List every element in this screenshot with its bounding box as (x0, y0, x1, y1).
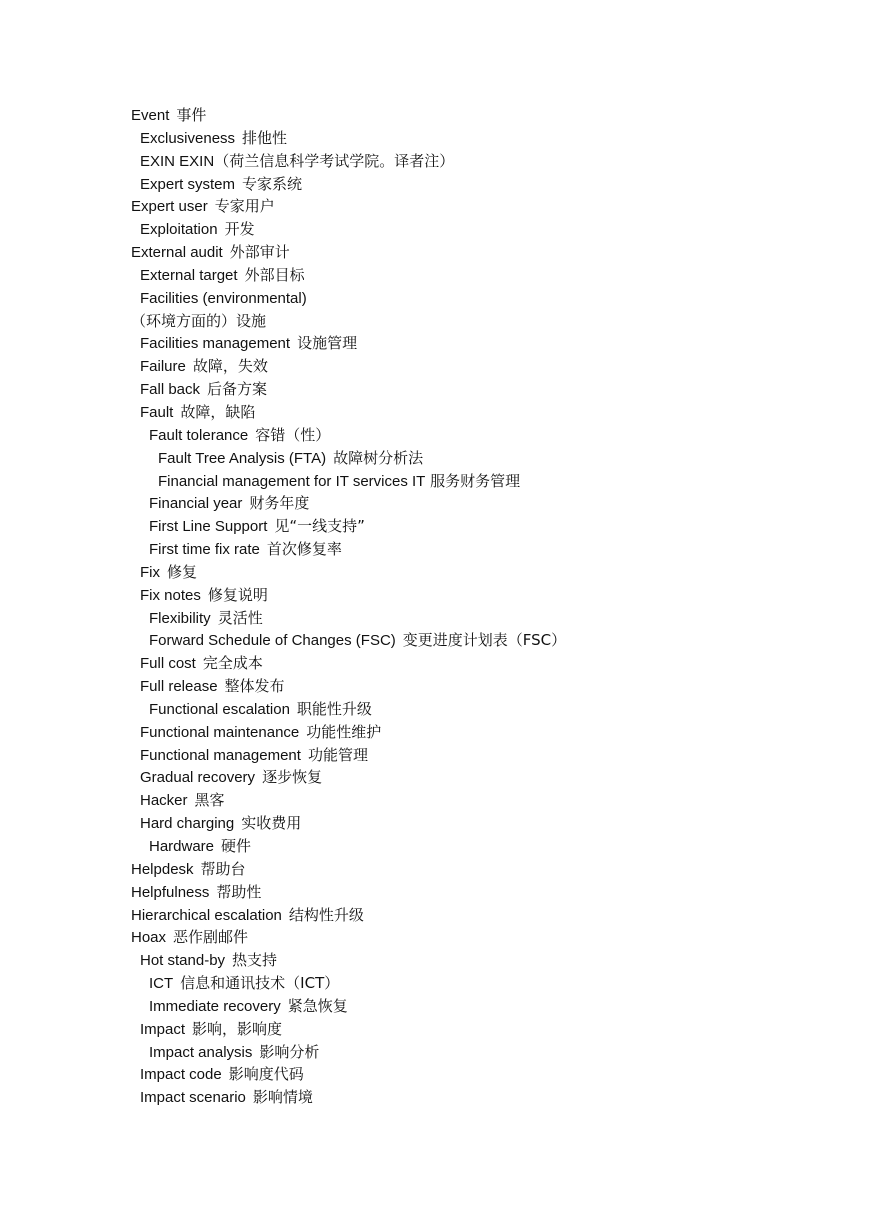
entry-term: Hot stand-by (140, 952, 226, 970)
entry-definition: 热支持 (232, 951, 278, 970)
entry-term: First Line Support (149, 518, 268, 536)
entry-definition: （环境方面的）设施 (131, 311, 267, 330)
glossary-entry (131, 698, 566, 721)
entry-term: Hard charging (140, 815, 235, 833)
glossary-entry (131, 949, 566, 972)
entry-term: Hierarchical escalation (131, 906, 282, 924)
glossary-entry (131, 447, 566, 470)
entry-term: Full release (140, 678, 218, 696)
entry-term: Gradual recovery (140, 769, 256, 787)
entry-definition: 修复说明 (207, 585, 268, 604)
entry-definition: 功能管理 (307, 745, 368, 764)
entry-definition: 财务年度 (249, 494, 310, 513)
entry-definition: 设施管理 (297, 334, 358, 353)
entry-definition: 故障树分析法 (333, 448, 424, 467)
entry-term: Expert user (131, 198, 208, 216)
glossary-entry (131, 470, 566, 493)
glossary-entry (131, 1063, 566, 1086)
entry-term: Helpfulness (131, 883, 210, 901)
glossary-entry (131, 789, 566, 812)
entry-definition: 影响情境 (252, 1088, 313, 1107)
entry-definition: 紧急恢复 (287, 996, 348, 1015)
entry-term: Exclusiveness (140, 129, 236, 147)
entry-definition: 修复 (167, 562, 198, 581)
entry-term: Flexibility (149, 609, 211, 627)
entry-term: Impact (140, 1020, 186, 1038)
entry-definition: 影响分析 (259, 1042, 320, 1061)
glossary-entry (131, 1018, 566, 1041)
entry-term: Facilities (environmental) (140, 289, 307, 307)
glossary-entry (131, 1086, 566, 1109)
entry-definition: 开发 (224, 220, 255, 239)
glossary-entry (131, 104, 566, 127)
entry-definition: 外部目标 (244, 265, 305, 284)
entry-term: Hardware (149, 838, 215, 855)
entry-definition: 灵活性 (217, 608, 263, 627)
entry-term: Forward Schedule of Changes (FSC) (149, 632, 396, 650)
entry-definition: 变更进度计划表（FSC） (402, 631, 567, 650)
entry-definition: 首次修复率 (266, 540, 342, 559)
entry-term: Helpdesk (131, 860, 194, 878)
glossary-entry (131, 264, 566, 287)
entry-term: External target (140, 266, 238, 284)
glossary-entry (131, 904, 566, 927)
entry-term: Impact scenario (140, 1089, 246, 1107)
entry-term: Fix (140, 563, 160, 581)
entry-term: Functional maintenance (140, 723, 300, 741)
entry-definition: 后备方案 (207, 380, 268, 399)
entry-definition: 实收费用 (241, 814, 302, 833)
entry-definition: 硬件 (221, 837, 252, 855)
entry-term: Immediate recovery (149, 997, 281, 1015)
glossary-entry (131, 584, 566, 607)
entry-definition: 故障，缺陷 (180, 402, 256, 421)
glossary-entry (131, 652, 566, 675)
glossary-list (131, 104, 566, 1109)
entry-term: Facilities management (140, 335, 291, 353)
glossary-entry (131, 881, 566, 904)
entry-definition: 完全成本 (202, 654, 263, 673)
glossary-entry (131, 972, 566, 995)
entry-definition: 影响，影响度 (192, 1019, 283, 1038)
glossary-entry (131, 378, 566, 401)
entry-term: First time fix rate (149, 541, 260, 559)
entry-term: ICT (149, 975, 174, 993)
entry-term: Hacker (140, 792, 188, 810)
entry-term: Fault tolerance (149, 426, 249, 444)
entry-term: Functional management (140, 746, 301, 764)
glossary-entry (131, 721, 566, 744)
glossary-entry (131, 127, 566, 150)
entry-definition: （荷兰信息科学考试学院。译者注） (214, 151, 455, 170)
glossary-entry (131, 355, 566, 378)
entry-term: Full cost (140, 655, 196, 673)
glossary-entry (131, 926, 566, 949)
entry-definition: 逐步恢复 (262, 768, 323, 787)
entry-definition: 黑客 (194, 791, 225, 810)
glossary-entry (131, 150, 566, 173)
entry-term: Fall back (140, 381, 201, 399)
entry-term: Failure (140, 358, 186, 376)
entry-term: Financial management for IT services IT (158, 472, 426, 490)
glossary-entry (131, 173, 566, 196)
entry-definition: 功能性维护 (306, 722, 382, 741)
entry-term: Impact analysis (149, 1043, 253, 1061)
entry-definition: 服务财务管理 (430, 471, 521, 490)
glossary-entry (131, 675, 566, 698)
entry-definition: 职能性升级 (296, 699, 372, 718)
glossary-entry (131, 561, 566, 584)
glossary-entry (131, 332, 566, 355)
glossary-entry (131, 515, 566, 538)
entry-definition: 故障，失效 (192, 357, 268, 376)
glossary-entry (131, 835, 566, 858)
entry-term: Fault Tree Analysis (FTA) (158, 449, 327, 467)
glossary-entry (131, 995, 566, 1018)
entry-term: Event (131, 107, 170, 124)
entry-definition: 恶作剧邮件 (173, 928, 249, 947)
entry-term: External audit (131, 244, 223, 262)
entry-definition: 专家用户 (214, 197, 275, 216)
glossary-entry (131, 858, 566, 881)
glossary-entry (131, 492, 566, 515)
entry-definition: 帮助台 (200, 859, 246, 878)
entry-definition: 信息和通讯技术（ICT） (180, 974, 340, 993)
glossary-entry (131, 424, 566, 447)
glossary-entry (131, 401, 566, 424)
entry-term: Hoax (131, 929, 167, 947)
entry-term: Fix notes (140, 586, 201, 604)
glossary-entry (131, 195, 566, 218)
entry-term: Expert system (140, 175, 236, 193)
glossary-entry-continuation (131, 310, 566, 333)
entry-term: Impact code (140, 1066, 222, 1084)
entry-definition: 排他性 (242, 128, 288, 147)
entry-term: Exploitation (140, 221, 218, 239)
glossary-entry (131, 629, 566, 652)
entry-definition: 容错（性） (255, 425, 331, 444)
entry-definition: 专家系统 (242, 174, 303, 193)
glossary-entry (131, 766, 566, 789)
glossary-entry (131, 607, 566, 630)
glossary-entry (131, 241, 566, 264)
glossary-entry (131, 218, 566, 241)
glossary-entry (131, 812, 566, 835)
entry-term: Fault (140, 403, 174, 421)
entry-definition: 事件 (176, 106, 207, 124)
entry-definition: 结构性升级 (288, 905, 364, 924)
entry-term: EXIN EXIN (140, 152, 215, 170)
glossary-entry (131, 287, 566, 310)
entry-term: Functional escalation (149, 700, 290, 718)
glossary-entry (131, 538, 566, 561)
entry-definition: 影响度代码 (228, 1065, 304, 1084)
entry-definition: 见“一线支持” (274, 517, 365, 536)
entry-definition: 外部审计 (229, 243, 290, 262)
entry-term: Financial year (149, 495, 243, 513)
glossary-entry (131, 744, 566, 767)
glossary-entry (131, 1041, 566, 1064)
entry-definition: 帮助性 (216, 882, 262, 901)
entry-definition: 整体发布 (224, 677, 285, 696)
